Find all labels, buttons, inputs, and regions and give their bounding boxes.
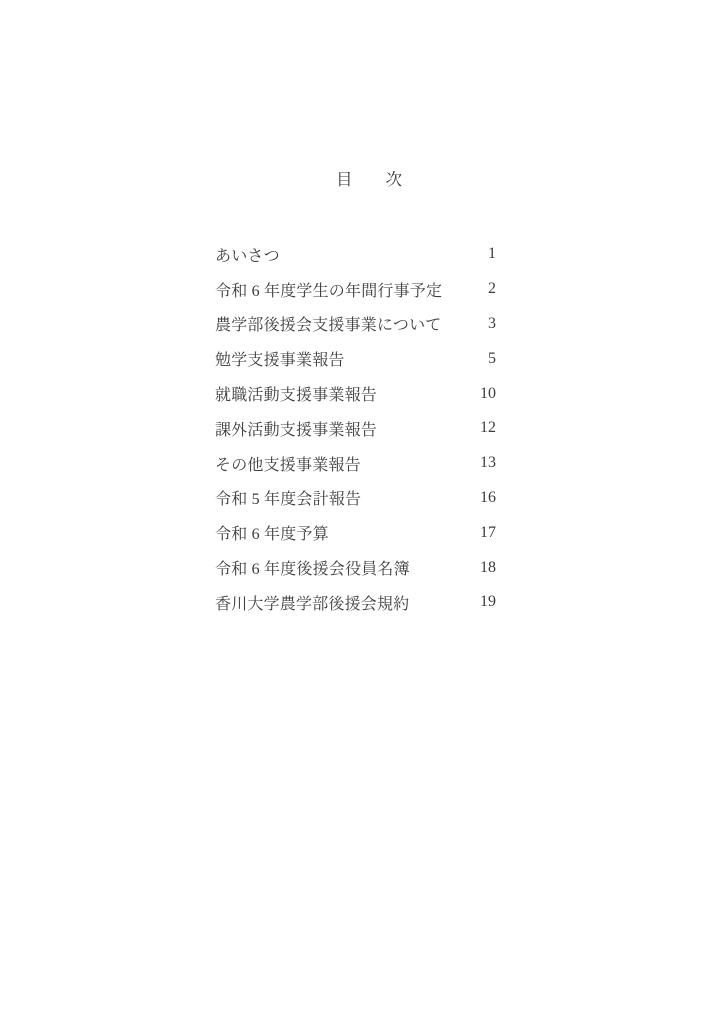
toc-row xyxy=(215,550,496,585)
toc-row xyxy=(215,376,496,411)
toc-entry-label: あいさつ xyxy=(215,247,280,265)
toc-entry-page-number: 10 xyxy=(480,384,496,402)
toc-row xyxy=(215,585,496,620)
toc-entry-page-number: 3 xyxy=(488,314,496,332)
toc-entry-label: 令和 6 年度予算 xyxy=(215,526,329,544)
toc-row xyxy=(215,341,496,376)
toc-row xyxy=(215,515,496,550)
toc-entry-page-number: 5 xyxy=(488,349,496,367)
toc-entry-label: 課外活動支援事業報告 xyxy=(215,421,378,439)
toc-row xyxy=(215,307,496,342)
toc-entry-page-number: 16 xyxy=(480,488,496,506)
toc-entry-label: 令和 6 年度後援会役員名簿 xyxy=(215,561,410,579)
toc-entry-label: 令和 5 年度会計報告 xyxy=(215,491,362,509)
toc-entry-label: 就職活動支援事業報告 xyxy=(215,387,378,405)
toc-entry-label: 香川大学農学部後援会規約 xyxy=(215,595,410,613)
toc-entry-label: 令和 6 年度学生の年間行事予定 xyxy=(215,282,443,300)
toc-entry-label: その他支援事業報告 xyxy=(215,456,361,474)
toc-row xyxy=(215,237,496,272)
toc-entry-page-number: 19 xyxy=(480,593,496,611)
toc-entry-page-number: 1 xyxy=(488,245,496,263)
toc-row xyxy=(215,481,496,516)
toc-row xyxy=(215,272,496,307)
toc-entry-page-number: 18 xyxy=(480,558,496,576)
toc-entry-label: 勉学支援事業報告 xyxy=(215,352,345,370)
toc-entry-page-number: 17 xyxy=(480,523,496,541)
toc-entry-page-number: 12 xyxy=(480,419,496,437)
toc-list xyxy=(215,237,496,620)
toc-entry-page-number: 2 xyxy=(488,280,496,298)
toc-title: 目 次 xyxy=(336,170,402,189)
toc-entry-page-number: 13 xyxy=(480,454,496,472)
toc-row xyxy=(215,411,496,446)
toc-entry-label: 農学部後援会支援事業について xyxy=(215,317,442,335)
toc-row xyxy=(215,446,496,481)
